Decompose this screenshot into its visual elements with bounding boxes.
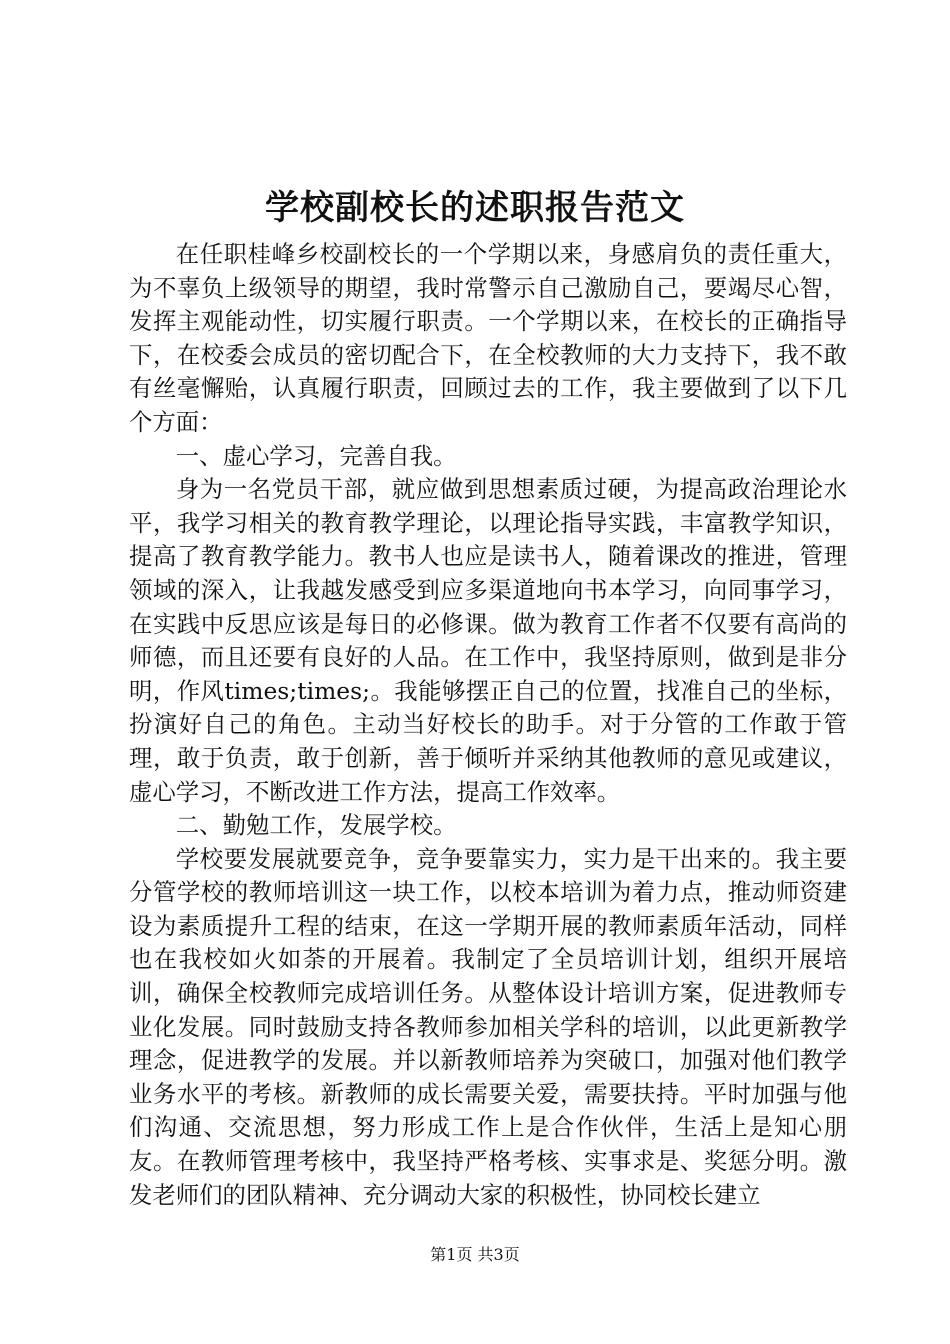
section-2-paragraph: 学校要发展就要竞争，竞争要靠实力，实力是干出来的。我主要分管学校的教师培训这一块工作，以校本培训为着力点，推动师资建设为素质提升工程的结束，在这一学期开展的教师素质年活动，同样也在我校如火如荼的开展着。我制定了全员培训计划，组织开展培训，确保全校教师完成培训任务。从整体设计培训方案，促进教师专业化发展。同时鼓励支持各教师参加相关学科的培训，以此更新教学理念，促进教学的发展。并以新教师培养为突破口，加强对他们教学业务水平的考核。新教师的成长需要关爱，需要扶持。平时加强与他们沟通、交流思想，努力形成工作上是合作伙伴，生活上是知心朋友。在教师管理考核中，我坚持严格考核、实事求是、奖惩分明。激发老师们的团队精神、充分调动大家的积极性，协同校长建立 (129, 844, 847, 1209)
section-heading-2: 二、勤勉工作，发展学校。 (175, 811, 457, 840)
intro-paragraph: 在任职桂峰乡校副校长的一个学期以来，身感肩负的责任重大，为不辜负上级领导的期望，我时常警示自己激励自己，要竭尽心智，发挥主观能动性，切实履行职责。一个学期以来，在校长的正确指导下，在校委会成员的密切配合下，在全校教师的大力支持下，我不敢有丝毫懈贻，认真履行职责，回顾过去的工作，我主要做到了以下几个方面： (129, 240, 847, 436)
page-title: 学校副校长的述职报告范文 (265, 188, 685, 228)
page-footer: 第1页 共3页 (430, 1245, 520, 1264)
document-body (129, 238, 847, 1212)
section-1-paragraph: 身为一名党员干部，就应做到思想素质过硬，为提高政治理论水平，我学习相关的教育教学理论，以理论指导实践，丰富教学知识，提高了教育教学能力。教书人也应是读书人，随着课改的推进，管理领域的深入，让我越发感受到应多渠道地向书本学习，向同事学习，在实践中反思应该是每日的必修课。做为教育工作者不仅要有高尚的师德，而且还要有良好的人品。在工作中，我坚持原则，做到是非分明，作风times;times;。我能够摆正自己的位置，找准自己的坐标，扮演好自己的角色。主动当好校长的助手。对于分管的工作敢于管理，敢于负责，敢于创新，善于倾听并采纳其他教师的意见或建议，虚心学习，不断改进工作方法，提高工作效率。 (129, 475, 847, 806)
section-heading-1: 一、虚心学习，完善自我。 (175, 441, 457, 470)
